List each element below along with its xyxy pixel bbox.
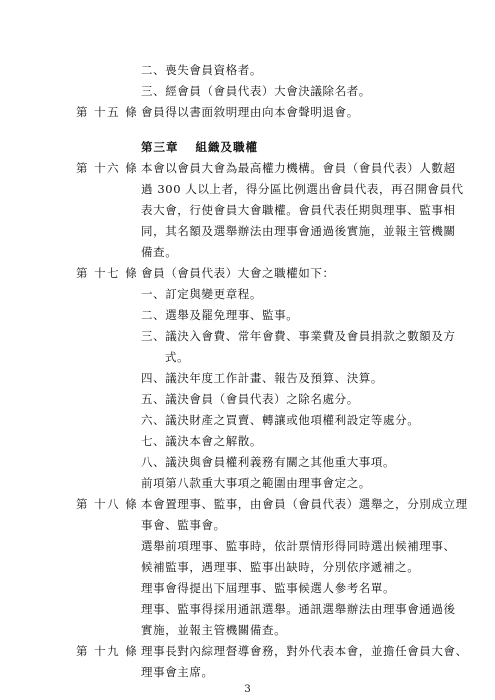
- article-number: 第 十七 條: [76, 266, 139, 280]
- article-text: 理事、監事得採用通訊選舉。通訊選舉辦法由理事會通過後: [141, 602, 456, 616]
- item-line: 三、議決入會費、常年會費、事業費及會員捐款之數額及方: [141, 329, 456, 343]
- article-text: 選舉前項理事、監事時，依計票情形得同時選出候補理事、: [141, 539, 456, 553]
- article-text: 本會以會員大會為最高權力機構。會員（會員代表）人數超: [141, 161, 456, 175]
- item-line: 式。: [165, 350, 190, 364]
- article-number: 第 十八 條: [76, 497, 139, 511]
- article-text: 會員（會員代表）大會之職權如下：: [141, 266, 335, 280]
- article-number: 第 十五 條: [76, 105, 139, 119]
- chapter-subtitle: 組織及職權: [195, 140, 259, 154]
- article-text: 理事會得提出下屆理事、監事候選人參考名單。: [141, 581, 396, 595]
- article-text: 實施，並報主管機關備查。: [141, 623, 287, 637]
- article-text: 會員得以書面敘明理由向本會聲明退會。: [141, 105, 359, 119]
- article-text: 過 300 人以上者，得分區比例選出會員代表，再召開會員代: [141, 182, 464, 196]
- article-text: 本會置理事、監事，由會員（會員代表）選舉之，分別成立理: [141, 497, 468, 511]
- article-number: 第 十六 條: [76, 161, 139, 175]
- article-number: 第 十九 條: [76, 644, 139, 658]
- article-text: 事會、監事會。: [141, 518, 226, 532]
- item-line: 七、議決本會之解散。: [141, 434, 262, 448]
- article-text: 候補監事，遇理事、監事出缺時，分別依序遞補之。: [141, 560, 420, 574]
- chapter-title: 第三章: [141, 140, 179, 154]
- article-text: 同，其名額及選舉辦法由理事會通過後實施，並報主管機關: [141, 224, 456, 238]
- article-text: 備查。: [141, 245, 178, 259]
- article-text: 理事會主席。: [141, 665, 214, 679]
- item-line: 二、喪失會員資格者。: [141, 63, 262, 77]
- item-line: 四、議決年度工作計畫、報告及預算、決算。: [141, 371, 383, 385]
- item-line: 一、訂定與變更章程。: [141, 287, 262, 301]
- article-text: 表大會，行使會員大會職權。會員代表任期與理事、監事相: [141, 203, 456, 217]
- item-line: 六、議決財產之買賣、轉讓或他項權利設定等處分。: [141, 413, 420, 427]
- item-line: 五、議決會員（會員代表）之除名處分。: [141, 392, 359, 406]
- item-line: 八、議決與會員權利義務有關之其他重大事項。: [141, 455, 396, 469]
- article-text: 理事長對內綜理督導會務，對外代表本會，並擔任會員大會、: [141, 644, 468, 658]
- page-number: 3: [244, 684, 251, 695]
- item-line: 三、經會員（會員代表）大會決議除名者。: [141, 84, 371, 98]
- article-text: 前項第八款重大事項之範圍由理事會定之。: [141, 476, 371, 490]
- item-line: 二、選舉及罷免理事、監事。: [141, 308, 299, 322]
- chapter-heading: [141, 139, 258, 155]
